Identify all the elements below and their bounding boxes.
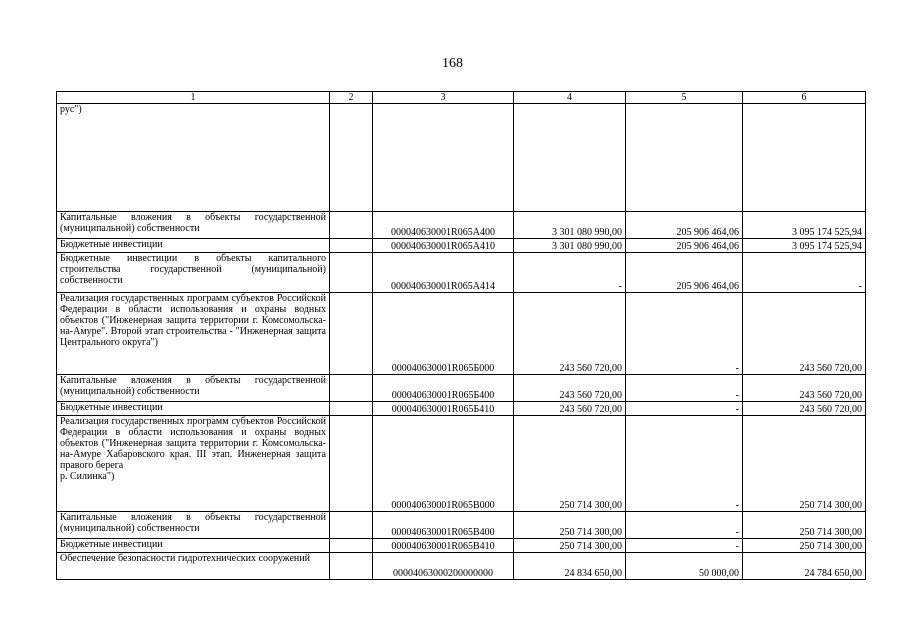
row-name: Обеспечение безопасности гидротехнических сооружений — [57, 553, 330, 580]
row-value-4: - — [514, 253, 626, 293]
row-code: 00004063000200000000 — [373, 553, 514, 580]
row-col2 — [330, 553, 373, 580]
row-value-5: - — [626, 375, 743, 402]
row-value-4: 24 834 650,00 — [514, 553, 626, 580]
row-value-4: 243 560 720,00 — [514, 293, 626, 375]
row-col2 — [330, 253, 373, 293]
row-name: Бюджетные инвестиции — [57, 539, 330, 553]
row-code: 000040630001R065A414 — [373, 253, 514, 293]
header-cell-2: 2 — [330, 92, 373, 104]
row-name: Бюджетные инвестиции в объекты капитального строительства государственной (муниципальной) собственности — [57, 253, 330, 293]
table-row — [57, 212, 866, 239]
budget-table — [56, 91, 866, 580]
row-code: 000040630001R065Б410 — [373, 402, 514, 416]
row-value-5: 205 906 464,06 — [626, 212, 743, 239]
row-value-5: - — [626, 416, 743, 512]
row-col2 — [330, 104, 373, 212]
row-value-6: 250 714 300,00 — [743, 539, 866, 553]
row-value-4: 250 714 300,00 — [514, 512, 626, 539]
row-name: Бюджетные инвестиции — [57, 239, 330, 253]
row-code: 000040630001R065Б400 — [373, 375, 514, 402]
row-col2 — [330, 512, 373, 539]
table-row — [57, 402, 866, 416]
header-row — [57, 92, 866, 104]
row-value-5: - — [626, 512, 743, 539]
row-value-6: 250 714 300,00 — [743, 416, 866, 512]
row-value-4: 3 301 080 990,00 — [514, 239, 626, 253]
row-code: 000040630001R065A400 — [373, 212, 514, 239]
row-code: 000040630001R065В400 — [373, 512, 514, 539]
page-number: 168 — [442, 56, 463, 71]
table-row — [57, 104, 866, 212]
row-value-6: 250 714 300,00 — [743, 512, 866, 539]
row-name: Реализация государственных программ субъектов Российской Федерации в области использования и охраны водных объектов ("Инженерная защита территории г. Комсомольска-на-Амуре". Второй этап строительства - "Инженерная защита Центрального округа") — [57, 293, 330, 375]
header-cell-4: 4 — [514, 92, 626, 104]
row-name: Капитальные вложения в объекты государственной (муниципальной) собственности — [57, 212, 330, 239]
header-cell-1: 1 — [57, 92, 330, 104]
table-row — [57, 416, 866, 512]
table-row — [57, 293, 866, 375]
row-col2 — [330, 539, 373, 553]
table-row — [57, 239, 866, 253]
header-cell-3: 3 — [373, 92, 514, 104]
row-value-5: 205 906 464,06 — [626, 253, 743, 293]
row-value-5: - — [626, 293, 743, 375]
row-col2 — [330, 402, 373, 416]
row-value-5: - — [626, 402, 743, 416]
row-value-6: 243 560 720,00 — [743, 375, 866, 402]
row-value-6: 243 560 720,00 — [743, 293, 866, 375]
row-name: Капитальные вложения в объекты государственной (муниципальной) собственности — [57, 512, 330, 539]
row-value-4 — [514, 104, 626, 212]
row-col2 — [330, 293, 373, 375]
row-value-5: - — [626, 539, 743, 553]
row-code — [373, 104, 514, 212]
row-value-5: 205 906 464,06 — [626, 239, 743, 253]
row-value-6: 243 560 720,00 — [743, 402, 866, 416]
row-value-4: 3 301 080 990,00 — [514, 212, 626, 239]
row-name: Бюджетные инвестиции — [57, 402, 330, 416]
table-row — [57, 253, 866, 293]
row-value-4: 250 714 300,00 — [514, 416, 626, 512]
row-col2 — [330, 416, 373, 512]
row-col2 — [330, 239, 373, 253]
header-cell-6: 6 — [743, 92, 866, 104]
table-row — [57, 375, 866, 402]
row-value-4: 243 560 720,00 — [514, 375, 626, 402]
row-value-4: 250 714 300,00 — [514, 539, 626, 553]
row-value-6: - — [743, 253, 866, 293]
row-code: 000040630001R065A410 — [373, 239, 514, 253]
row-code: 000040630001R065В410 — [373, 539, 514, 553]
table-row — [57, 539, 866, 553]
row-name: Реализация государственных программ субъектов Российской Федерации в области использования и охраны водных объектов ("Инженерная защита территории г. Комсомольска-на-Амуре Хабаровского края. III этап. Инженерная защита правого берега р. Силинка") — [57, 416, 330, 512]
row-code: 000040630001R065Б000 — [373, 293, 514, 375]
row-value-6: 3 095 174 525,94 — [743, 239, 866, 253]
table-row — [57, 512, 866, 539]
row-value-6 — [743, 104, 866, 212]
row-col2 — [330, 375, 373, 402]
row-name: рус") — [57, 104, 330, 212]
row-name: Капитальные вложения в объекты государственной (муниципальной) собственности — [57, 375, 330, 402]
row-value-4: 243 560 720,00 — [514, 402, 626, 416]
table-row — [57, 553, 866, 580]
row-value-5 — [626, 104, 743, 212]
row-value-5: 50 000,00 — [626, 553, 743, 580]
header-cell-5: 5 — [626, 92, 743, 104]
row-code: 000040630001R065В000 — [373, 416, 514, 512]
row-col2 — [330, 212, 373, 239]
row-value-6: 24 784 650,00 — [743, 553, 866, 580]
row-value-6: 3 095 174 525,94 — [743, 212, 866, 239]
